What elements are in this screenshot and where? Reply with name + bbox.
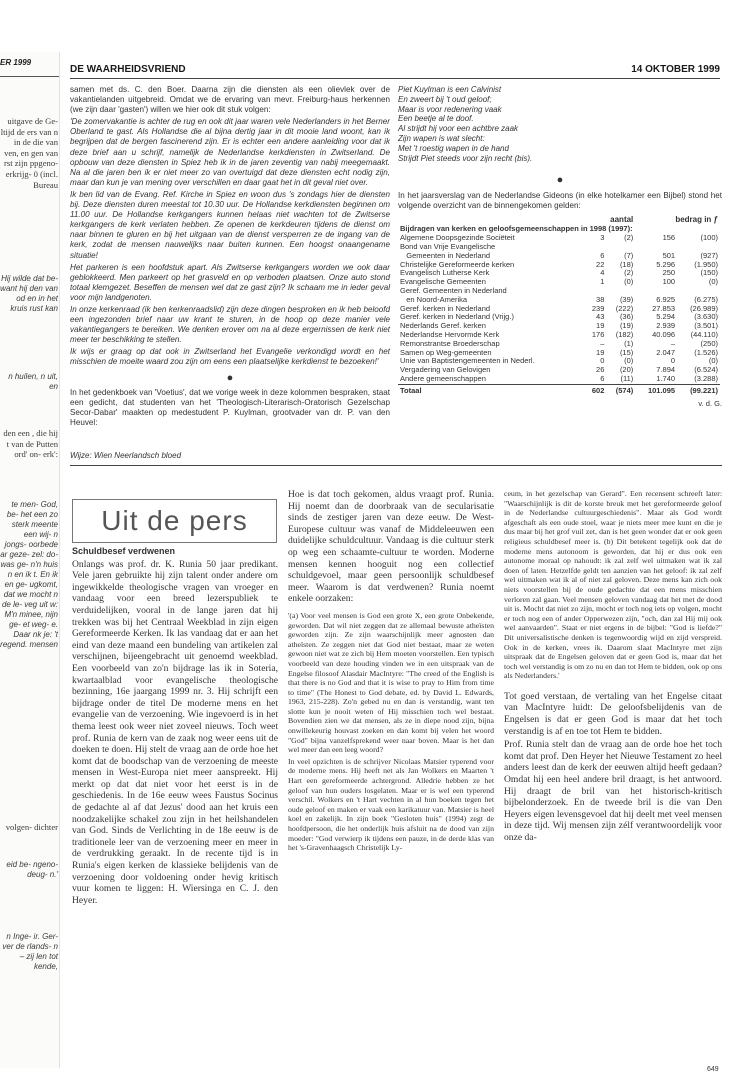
quote-paragraph: Ik wijs er graag op dat ook in Zwitserland het Evangelie verkondigd wordt en het misschien de moeite waard zou zijn om eens een plaatselijke kerkdienst te bezoeken!'	[70, 347, 390, 367]
table-cell-value: 5.294	[656, 312, 676, 322]
table-cell-value: (20)	[619, 365, 634, 375]
previous-page-header: ER 1999	[0, 58, 32, 67]
table-cell-value: 22	[596, 259, 605, 269]
quote-paragraph: '(a) Voor veel mensen is God een grote X, een grote Onbekende, geworden. Dat wil niet zeggen dat ze allemaal bewuste atheïsten geworden zijn. Ze zijn waarschijnlijk meer agnosten dan atheïsten. Ze zeggen niet dat God niet bestaat, maar ze weten gewoon niet wat ze zich bij Hem moeten voorstellen. Een typisch voorbeeld van deze houding vinden we in een uitspraak van de Engelse filosoof Alasdair MacIntyre: "The creed of the English is that there is no God and that it is wise to pray to Him from time to time" (The Honest to God debate, ed. by David L. Edwards, 1963, 215-228). Zo'n gebed nu en dan is verstandig, want ten slotte kun je nooit weten of Hij misschien toch wel bestaat. Bovendien zien we dat mensen, als ze in diepe nood zijn, bijna onwillekeurig houvast zoeken en dan komt bij velen het woord "God" bijna vanzelfsprekend weer naar boven. Maar is het dan wel meer dan een leeg woord?	[288, 610, 494, 755]
table-cell-value: 19	[596, 347, 605, 357]
table-cell-name: en Noord-Amerika	[400, 294, 468, 304]
article-column-1	[72, 546, 278, 908]
table-cell-name: Nederlandse Hervormde Kerk	[400, 329, 500, 339]
column-header-bedrag: bedrag in ƒ	[675, 214, 718, 224]
table-cell-value: 5.296	[656, 259, 676, 269]
table-cell-value: (36)	[619, 312, 634, 322]
article-paragraph: Tot goed verstaan, de vertaling van het Engelse citaat van MacIntyre luidt: De geloofsbelijdenis van de Engelsen is dat er geen God is maar dat het toch verstandig is af en toe tot Hem te bidden.	[504, 690, 722, 737]
table-cell-value: 176	[591, 329, 605, 339]
table-cell-value: 156	[662, 233, 676, 243]
table-cell-value: (3.630)	[694, 312, 718, 322]
total-bedrag-prev: (99.221)	[677, 384, 720, 395]
table-cell-value: 6.925	[656, 294, 676, 304]
table-cell-name: Evangelisch Lutherse Kerk	[400, 268, 490, 278]
table-cell-value: (2)	[624, 268, 634, 278]
quote-paragraph: Ik ben lid van de Evang. Ref. Kirche in Spiez en woon dus 's zondags hier de diensten bij. Deze diensten duren meestal tot 10.30 uur. De Hollandse kerkdiensten beginnen om 11.00 uur. De Hollandse kerkgangers kunnen helaas niet wachten tot de Zwitserse kerkgangers de kerk verlaten hebben. Ze openen de kerkdeuren tijdens de dienst om naar binnen te gluren en bij het uitgaan van de dienst versperren ze de ingang van de kerk, zodat de mensen nauwelijks naar buiten kunnen. Een hoogst onaangename situatie!	[70, 189, 390, 260]
quote-paragraph: In veel opzichten is de schrijver Nicolaas Matsier typerend voor de moderne mens. Hij heeft net als Jan Wolkers en Maarten 't Hart een gereformeerde achtergrond. Alledrie hebben ze het geloof van hun ouders losgelaten. Maar er is wel een typerend verschil. Wolkers en 't Hart vechten in al hun boeken tegen het oude geloof en maken er vaak een karikatuur van. Matsier is heel koel en zakelijk. In zijn boek "Gesloten huis" (1994) zegt de hoofdpersoon, die het onderlijk huis afsluit na de dood van zijn moeder: "God verwierp ik tijdens een pauze, in de derde klas van het 's-Gravenhaagsch Christelijk Ly-	[288, 756, 494, 853]
table-cell-value: (100)	[700, 233, 718, 243]
table-cell-value: 0	[670, 356, 676, 366]
table-cell-value: (44.110)	[690, 329, 718, 339]
poem-line: Strijdt Piet steeds voor zijn recht (bis).	[398, 153, 533, 163]
section-bullet: ●	[226, 371, 234, 384]
table-cell-value: (6.524)	[694, 365, 718, 375]
table-cell-name: Gemeenten in Nederland	[400, 250, 491, 260]
article-quote	[288, 611, 494, 853]
article-heading: Schuldbesef verdwenen	[72, 546, 176, 556]
total-bedrag: 101.095	[635, 384, 677, 395]
table-cell-value: (0)	[708, 277, 718, 287]
table-cell-value: (0)	[624, 277, 634, 287]
previous-page-fragment: n huilen, n uit, en	[8, 372, 58, 391]
table-cell-value: 239	[591, 303, 605, 313]
table-cell-name: Andere gemeenschappen	[400, 373, 486, 383]
table-cell-value: (3.501)	[694, 321, 718, 331]
table-cell-value: (1.950)	[694, 259, 718, 269]
table-cell-value: (19)	[619, 321, 634, 331]
table-cell-value: 100	[662, 277, 676, 287]
table-cell-value: 19	[596, 321, 605, 331]
section-divider	[70, 465, 722, 466]
section-bullet: ●	[556, 174, 564, 187]
table-cell-value: 38	[596, 294, 605, 304]
article-column-2	[288, 489, 494, 855]
table-cell-value: (39)	[619, 294, 634, 304]
table-cell-value: 6	[600, 250, 605, 260]
table-cell-name: Christelijke Gereformeerde kerken	[400, 259, 515, 269]
table-cell-value: 1.740	[656, 373, 676, 383]
poem-line: Met 't roestig wapen in de hand	[398, 143, 509, 153]
table-cell-value: (11)	[620, 373, 634, 383]
table-cell-value: 4	[600, 268, 605, 278]
total-aantal: 602	[584, 384, 606, 395]
table-cell-value: 26	[596, 365, 605, 375]
table-cell-value: (6.275)	[694, 294, 718, 304]
table-row	[398, 375, 720, 384]
signature: v. d. G.	[698, 398, 722, 408]
previous-page-fragment: eid be- ngeno- deug- n.'	[6, 860, 58, 879]
table-cell-value: (1.526)	[694, 347, 718, 357]
table-cell-name: Nederlands Geref. kerken	[400, 321, 486, 331]
table-section-title: Bijdragen van kerken en geloofsgemeenschappen in 1998 (1997):	[400, 224, 633, 234]
table-cell-name: Evangelische Gemeenten	[400, 277, 486, 287]
table-cell-value: 501	[662, 250, 676, 260]
table-cell-value: 43	[596, 312, 605, 322]
total-aantal-prev: (574)	[606, 384, 635, 395]
total-label: Totaal	[398, 384, 584, 395]
issue-date: 14 OKTOBER 1999	[631, 64, 720, 75]
article-column-3	[504, 489, 722, 846]
table-cell-value: (7)	[624, 250, 634, 260]
table-cell-name: Unie van Baptistengemeenten in Nederl.	[400, 356, 535, 366]
previous-page-fragment: uitgave de Ge- ltijd de ers van n in de die van ven, en gen van rst zijn ppgeno- erkrijg- 0 (incl. Bureau	[0, 116, 58, 190]
article-paragraph: Prof. Runia stelt dan de vraag aan de orde hoe het toch komt dat prof. Den Heyer het Nieuwe Testament zo heel anders leest dan de kerk der eeuwen altijd heeft gedaan? Omdat hij een heel andere bril draagt, is het antwoord. Hij draagt de bril van het historisch-kritisch bijbelonderzoek. En de tweede bril is die van Den Heyers eigen levensgevoel dat hij deelt met veel mensen in deze tijd. Wij mensen zijn zélf verantwoordelijk voor onze da-	[504, 739, 722, 843]
previous-page-fragment: te men- God, be- het een zo sterk meente een wij- n jongs- oorbede ar geze- zel: do- was ge- n'n huis n en ik t. En ik en ge- ugkomt, dat we mocht n de le- veg uit w: M'n minee, nijn ge- et weg- e. Daar nk je: 't regend. mensen	[0, 500, 58, 649]
table-cell-value: (2)	[624, 233, 634, 243]
previous-page-edge	[0, 52, 60, 1068]
column-header-aantal: aantal	[610, 214, 634, 224]
table-cell-value: 7.894	[656, 365, 676, 375]
gideons-table	[398, 216, 720, 396]
table-cell-value: 2.939	[656, 321, 676, 331]
poem-line: Een beetje al te doof.	[398, 114, 474, 124]
previous-page-fragment: den een , die hij t van de Putten ord' on- erk':	[3, 428, 58, 460]
intro-paragraph: samen met ds. C. den Boer. Daarna zijn die diensten als een olievlek over de vakantielanden uitgebreid. Omdat we de ervaring van mevr. Freiburg-haus herkennen (we zijn daar 'gasten') willen we hier ook dit stuk volgen:	[70, 85, 390, 115]
letter-quote	[70, 117, 390, 367]
table-cell-name: Algemene Doopsgezinde Sociëteit	[400, 233, 515, 243]
quote-paragraph: In onze kerkenraad (ik ben kerkenraadslid) zijn deze dingen besproken en ik heb beloofd een ingezonden brief naar uw krant te sturen, in de hoop op deze manier vele vakantiegangers te bereiken. We denken erover om na al deze ergernissen de kerk niet meer ter beschikking te stellen.	[70, 304, 390, 345]
magazine-page	[62, 52, 738, 1073]
poem-tune-caption: Wijze: Wien Neerlandsch bloed	[70, 451, 182, 460]
table-cell-name: Samen op Weg-gemeenten	[400, 347, 492, 357]
header-rule	[70, 78, 720, 79]
table-cell-name: Vergadering van Gelovigen	[400, 365, 491, 375]
gideons-intro: In het jaarsverslag van de Nederlandse Gideons (in elke hotelkamer een Bijbel) stond het volgende overzicht van de binnengekomen gelden:	[398, 191, 722, 211]
table-cell-name: Remonstrantse Broederschap	[400, 338, 500, 348]
previous-page-fragment: Hij wilde dat be- want hij den van od en in het kruis rust kan	[0, 274, 58, 313]
table-cell-name: Bond van Vrije Evangelische	[400, 241, 496, 251]
table-cell-value: 2.047	[656, 347, 676, 357]
voetius-paragraph: In het gedenkboek van 'Voetius', dat we vorige week in deze kolommen bespraken, staat een gedicht, dat studenten van het 'Theologisch-Literarisch-Oratorisch Gezelschap Secor-Dabar' maakten op medestudent P. Kuylman, grootvader van dr. P. van den Heuvel:	[70, 387, 390, 427]
table-cell-value: 0	[600, 356, 605, 366]
table-cell-value: 27.853	[652, 303, 676, 313]
table-cell-value: –	[600, 338, 605, 348]
quote-paragraph: Het parkeren is een hoofdstuk apart. Als Zwitserse kerkgangers worden we ook daar geblokkeerd. Men parkeert op het grasveld en op verboden plaatsen. Onze auto stond totaal klemgezet. Beseffen de mensen wel dat ze gast zijn? Ik schaam me in ieder geval voor mijn landgenoten.	[70, 262, 390, 302]
previous-page-fragment: volgen- dichter	[5, 822, 58, 832]
table-cell-value: (3.288)	[694, 373, 718, 383]
poem-line: En zweert bij 't oud geloof;	[398, 94, 492, 104]
page-number: 649	[707, 1066, 719, 1073]
poem-line: Maar is voor redenering vaak	[398, 104, 502, 114]
quote-paragraph: 'De zomervakantie is achter de rug en ook dit jaar waren vele Nederlanders in het Berner Oberland te gast. Als Hollandse die al bijna dertig jaar in dit mooie land woont, kan ik begrijpen dat de bergen fascinerend zijn. Er is echter een andere aanleiding voor dat ik deze brief aan u schrijf, namelijk de Nederlandse kerkdiensten in Zwitserland. De opbouw van deze diensten in Spiez heb ik in de jaren zeventig van nabij meegemaakt. Na al die jaren ben ik er niet meer zo van overtuigd dat deze diensten echt nodig zijn, maar dan kun je van mening over verschillen en daar gaat het in dit geval niet over.	[70, 117, 390, 187]
column-top-left	[70, 85, 390, 430]
table-cell-value: 3	[600, 233, 605, 243]
poem	[398, 85, 722, 163]
table-cell-value: (182)	[615, 329, 634, 339]
poem-line: Piet Kuylman is een Calvinist	[398, 85, 502, 94]
table-cell-value: 1	[600, 277, 605, 287]
table-cell-value: 6	[600, 373, 605, 383]
poem-line: Zijn wapen is wat slecht:	[398, 133, 485, 143]
table-total-row	[398, 384, 720, 395]
table-cell-value: 250	[662, 268, 676, 278]
publication-title: DE WAARHEIDSVRIEND	[70, 64, 186, 75]
table-cell-name: Geref. kerken in Nederland	[400, 303, 491, 313]
table-cell-value: (1)	[624, 338, 634, 348]
column-top-right	[398, 85, 722, 409]
table-body	[398, 234, 720, 384]
previous-page-rule	[0, 76, 59, 77]
table-cell-value: (15)	[619, 347, 634, 357]
section-title: Uit de pers	[101, 505, 248, 536]
table-cell-value: (150)	[700, 268, 718, 278]
previous-page-fragment: n Inge- ir. Ger- ver de rlands- n – zij len tot kende,	[2, 932, 58, 971]
article-paragraph: Hoe is dat toch gekomen, aldus vraagt prof. Runia. Hij noemt dan de doorbraak van de secularisatie sinds de zestiger jaren van deze eeuw. De West-Europese cultuur was vanaf de Middeleeuwen een duidelijke schuldcultuur. Vandaag is die cultuur sterk op weg een schaamte-cultuur te worden. Moderne mensen kennen hooguit nog een collectief schuldgevoel, maar geen persoonlijk schuldbesef meer. Waarom is dat verdwenen? Runia noemt enkele oorzaken:	[288, 489, 494, 605]
article-continuation	[504, 691, 722, 844]
section-title-box	[72, 499, 277, 543]
table-cell-value: 40.096	[652, 329, 676, 339]
table-cell-value: (0)	[624, 356, 634, 366]
quote-paragraph: ceum, in het gezelschap van Gerard". Een recensent schreeft later: "Waarschijnlijk is dit de korste breuk met het gereformeerde geloof in de Nederlandse cultuurgeschiedenis". Maar als God wordt afgeschaft als een oude stoel, waar je niets meer mee kunt en die je dus maar bij het grof vuil zet, dan is het geen wonder dat er ook geen religieus schuldbesef meer is. (b) Dit betekent tegelijk ook dat de moderne mens autonoom is geworden, dat hij er dus ook een autonome moraal op nahoudt: ik zal zelf wel uitmaken wat ik zal doen of laten. Hetzelfde geldt ten aanzien van het geloof: ik zal zelf wel uitmaken wat ik al of niet zal geloven. Deze mens kan zich ook niets voorstellen bij de oude gedachte dat een mens misschien verloren zal gaan. Veel mensen geloven vandaag dat het met de dood uit is. Mocht dat niet zo zijn, mocht er toch nog iets op volgen, mocht er toch nog een of ander Opperwezen zijn, "och, dan zal Hij mij ook wel aanvaarden". Staat er niet ergens in de bijbel: "God is liefde?" Dit universalistische denken is tegenwoordig wijd en zijd verspreid. Ook in de kerken, vrees ik. Daarom slaat MacIntyre met zijn uitspraak dat de Engelsen geloven dat er geen God is, maar dat het toch wel verstandig is om zo nu en dan tot Hem te bidden, ook op ons als Nederlanders.'	[504, 489, 722, 681]
table-cell-value: (250)	[700, 338, 718, 348]
poem-line: Al strijdt hij voor een achtbre zaak	[398, 124, 519, 134]
page-header	[70, 64, 720, 75]
table-cell-value: (26.989)	[690, 303, 718, 313]
table-cell-value: (927)	[700, 250, 718, 260]
table-cell-value: –	[670, 338, 676, 348]
table-cell-value: (18)	[619, 259, 634, 269]
table-cell-value: (222)	[615, 303, 634, 313]
table-cell-name: Geref. kerken in Nederland (Vrijg.)	[400, 312, 514, 322]
table-cell-value: (0)	[708, 356, 718, 366]
table-cell-name: Geref. Gemeenten in Nederland	[400, 285, 507, 295]
article-paragraph: Onlangs was prof. dr. K. Runia 50 jaar predikant. Vele jaren gebruikte hij zijn talent onder andere om ingewikkelde theologische vragen van vroeger en vandaag voor een breed lezerspubliek te verduidelijken, vooral in de lange jaren dat hij trekken was bij het Centraal Weekblad in zijn eigen Gereformeerde Kerken. Ik las vandaag dat er aan het eind van deze maand een bundeling van artikelen zal verschijnen, bijeengebracht uit genoemd weekblad. Een voorbeeld van zo'n bijdrage las ik in Soteria, kwartaalblad voor evangelische theologische bezinning, 16e jaargang 1999 nr. 3. Hij schrijft een bijdrage onder de titel De moderne mens en het evangelie van de verzoening. Wie ingevoerd is in het thema leest ook weer niet zoveel nieuws. Toch weet prof. Runia de kern van de zaak nog weer eens uit de doeken te doen. Hij stelt de vraag aan de orde hoe het komt dat de boodschap van de verzoening de meeste mensen in West-Europa niet meer aanspreekt. Hij merkt op dat dat niet voor het eerst is in de geschiedenis. In de 16e eeuw wees Faustus Socinus de gedachte al af dat Jezus' dood aan het kruis een noodzakelijke schakel zou zijn in het heilshandelen van God. Sinds de Verlichting in de 18e eeuw is de traditionele leer van de verzoening meer en meer in de verdrukking geraakt. In de recente tijd is in Runia's eigen kerken de klassieke belijdenis van de verzoening door voldoening onder hevig kritisch vuur komen te liggen: H. Wiersinga en C. J. den Heyer.	[72, 558, 278, 906]
